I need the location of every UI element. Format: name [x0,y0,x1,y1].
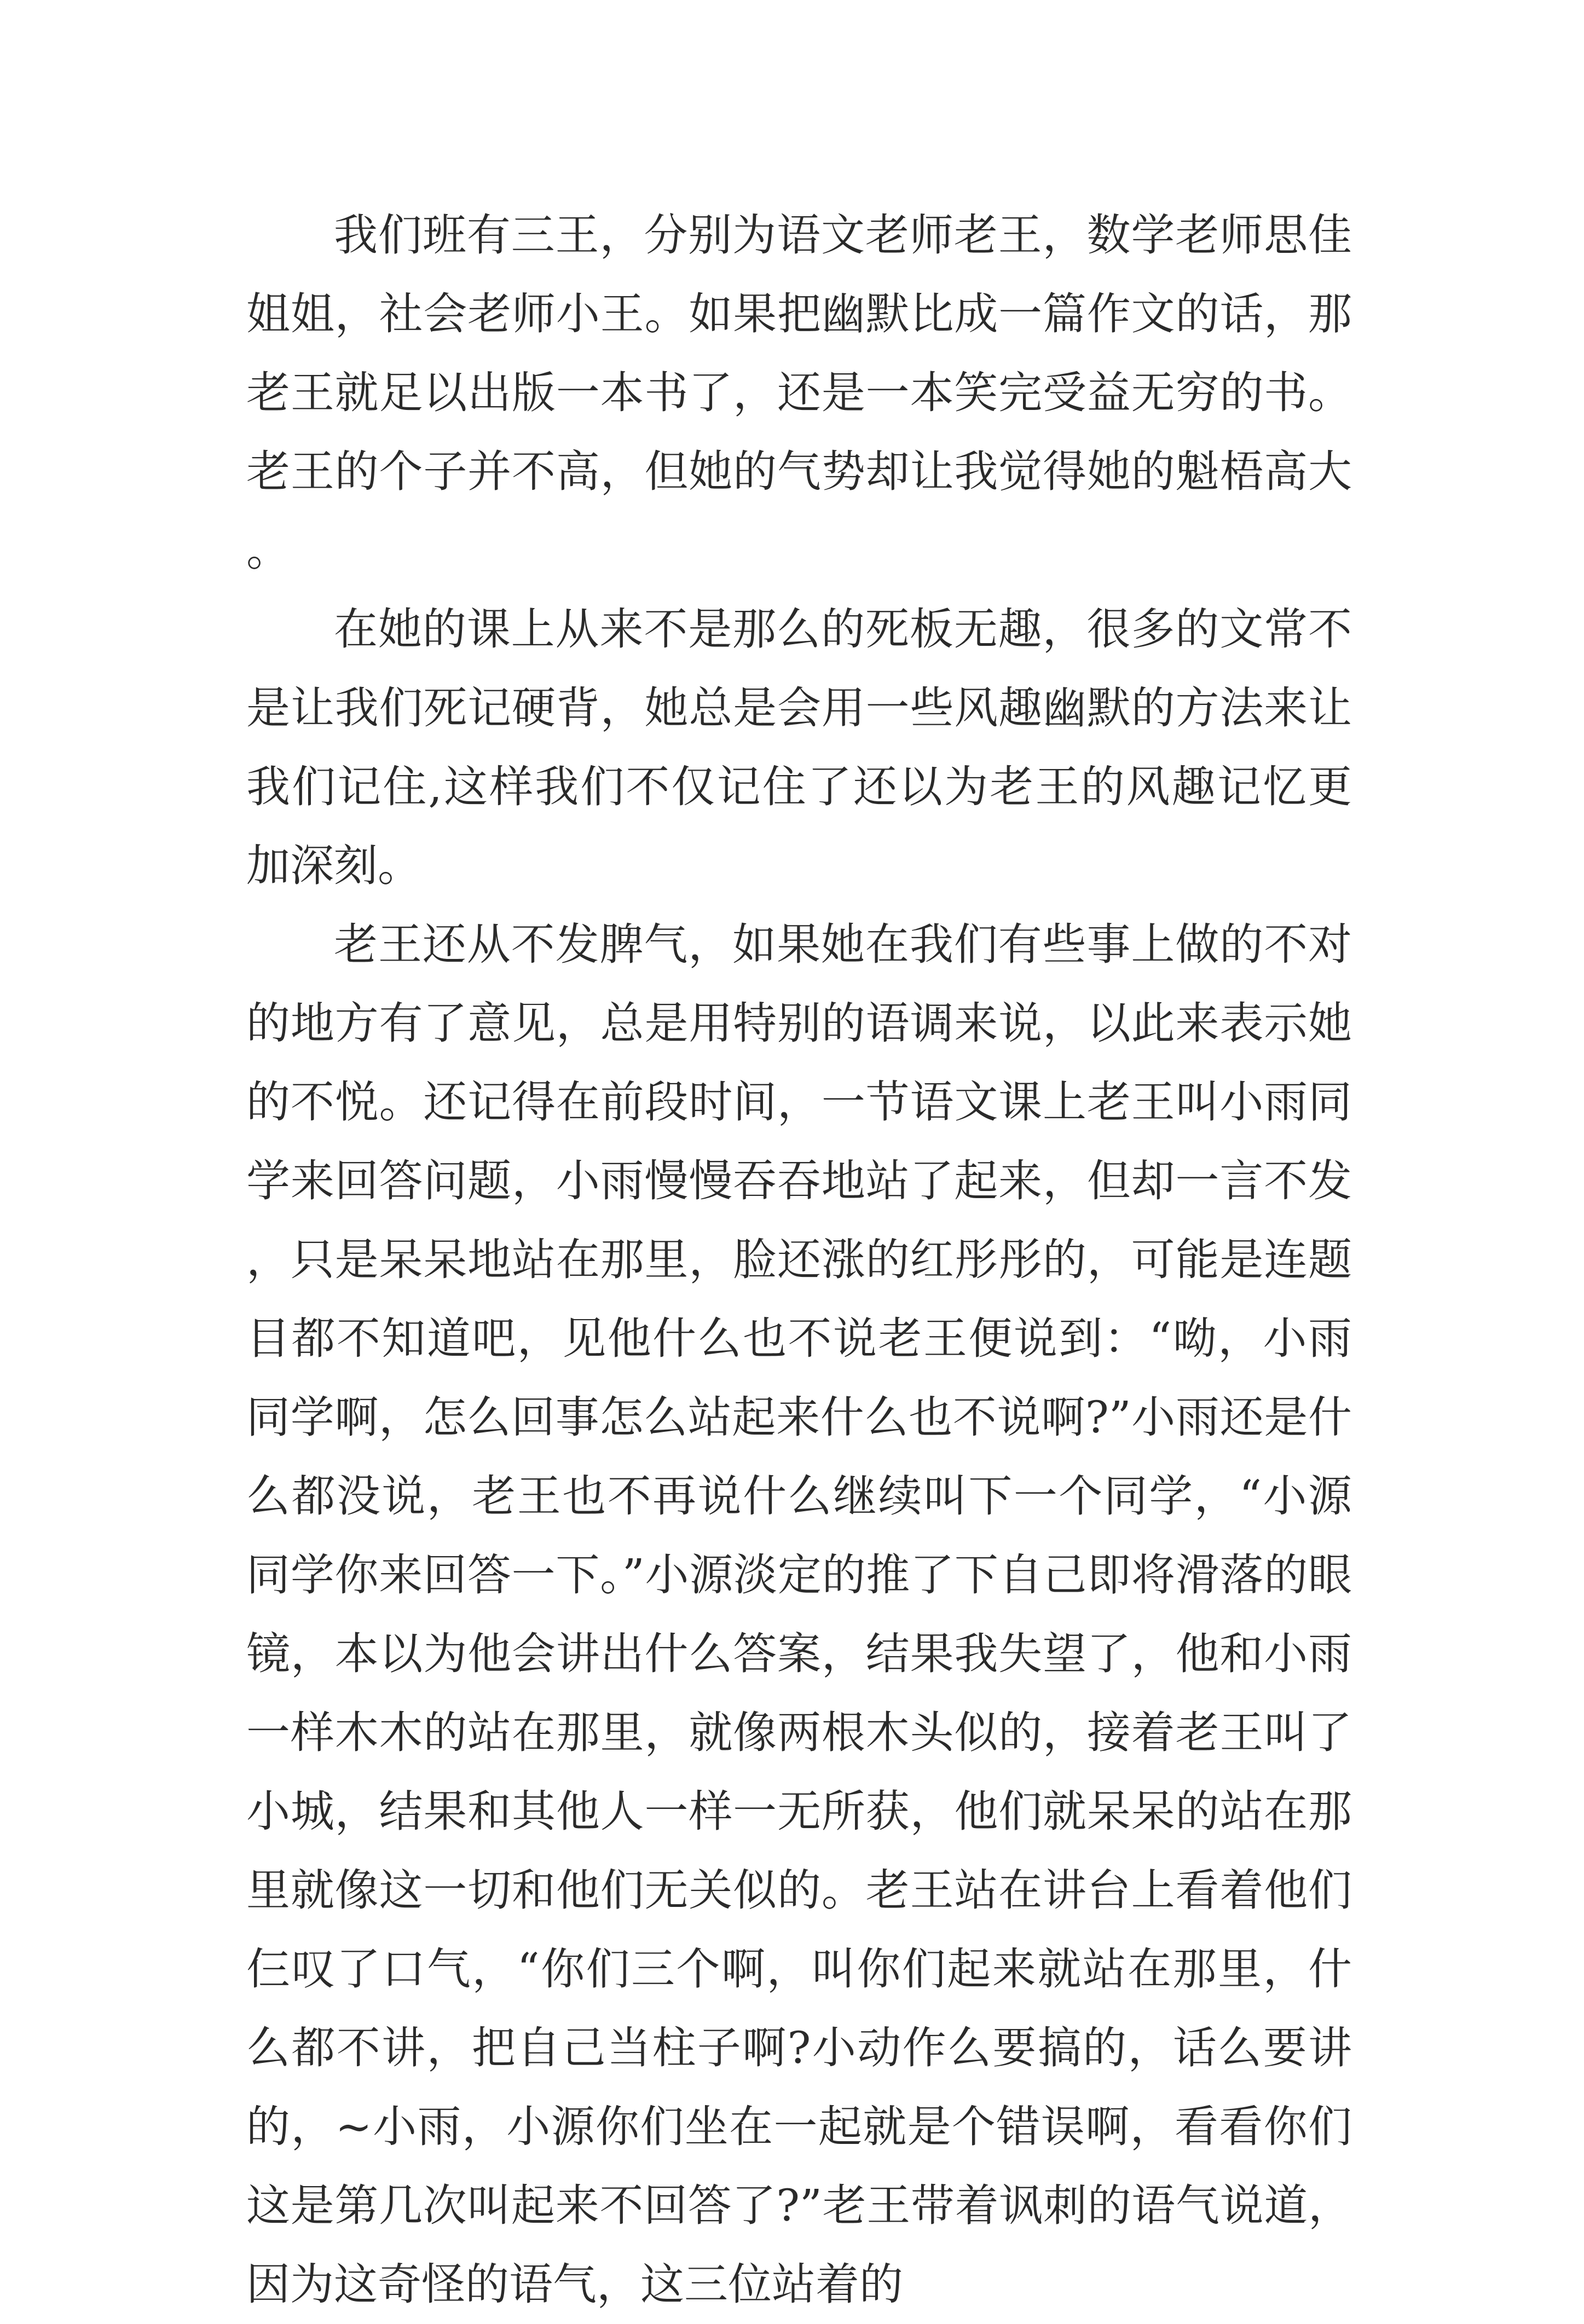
paragraph-2: 在她的课上从来不是那么的死板无趣，很多的文常不是让我们死记硬背，她总是会用一些风趣幽默的方法来让我们记住,这样我们不仅记住了还以为老王的风趣记忆更加深刻。 [246,604,1352,891]
paragraph-1: 我们班有三王，分别为语文老师老王，数学老师思佳姐姐，社会老师小王。如果把幽默比成一篇作文的话，那老王就足以出版一本书了，还是一本笑完受益无穷的书。老王的个子并不高，但她的气势却让我觉得她的魁梧高大。 [246,210,1352,576]
essay-body [246,196,1352,2324]
paragraph-3: 老王还从不发脾气，如果她在我们有些事上做的不对的地方有了意见，总是用特别的语调来说，以此来表示她的不悦。还记得在前段时间，一节语文课上老王叫小雨同学来回答问题，小雨慢慢吞吞地站了起来，但却一言不发，只是呆呆地站在那里，脸还涨的红彤彤的，可能是连题目都不知道吧，见他什么也不说老王便说到：“呦，小雨同学啊，怎么回事怎么站起来什么也不说啊?”小雨还是什么都没说，老王也不再说什么继续叫下一个同学，“小源同学你来回答一下。”小源淡定的推了下自己即将滑落的眼镜，本以为他会讲出什么答案，结果我失望了，他和小雨一样木木的站在那里，就像两根木头似的，接着老王叫了小城，结果和其他人一样一无所获，他们就呆呆的站在那里就像这一切和他们无关似的。老王站在讲台上看着他们仨叹了口气，“你们三个啊，叫你们起来就站在那里，什么都不讲，把自己当柱子啊?小动作么要搞的，话么要讲的，~小雨，小源你们坐在一起就是个错误啊，看看你们这是第几次叫起来不回答了?”老王带着讽刺的语气说道，因为这奇怪的语气，这三位站着的 [246,919,1352,2310]
